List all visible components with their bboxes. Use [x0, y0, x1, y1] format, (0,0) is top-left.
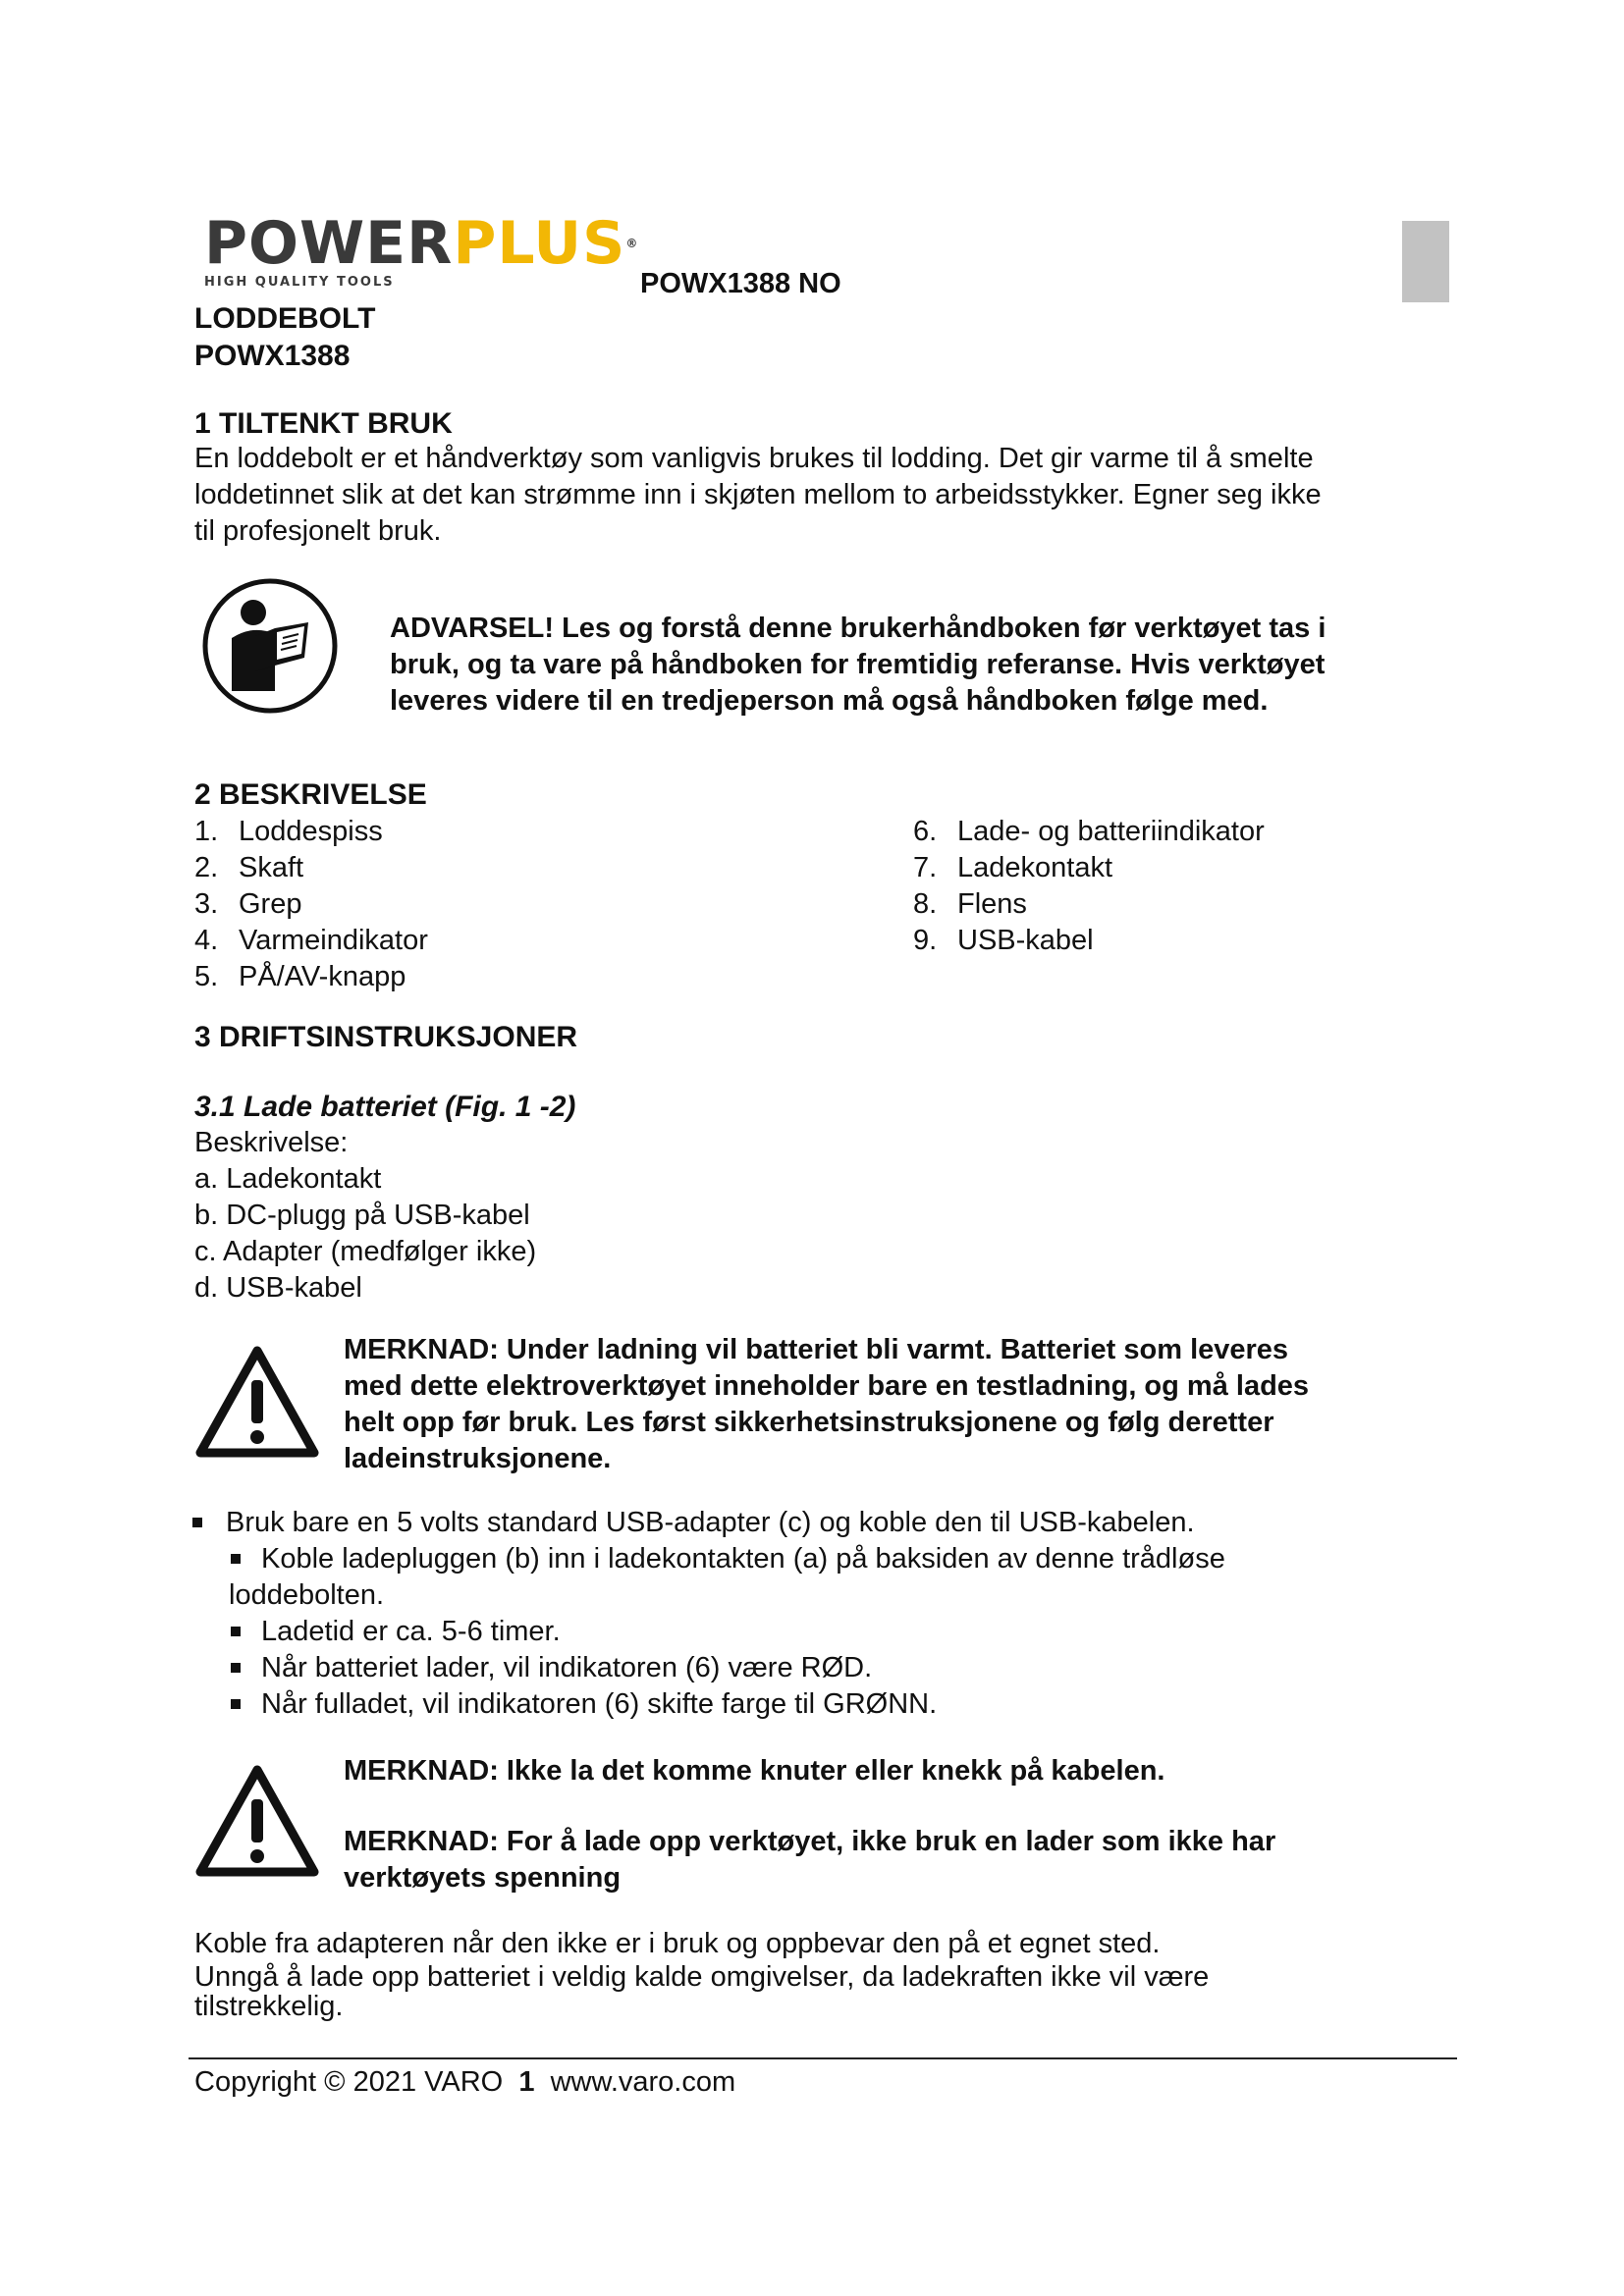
list-item: 7. Ladekontakt: [913, 850, 1265, 886]
part-label: Lade- og batteriindikator: [957, 816, 1265, 847]
section1-body-line: En loddebolt er et håndverktøy som vanligvis brukes til lodding. Det gir varme til å smelte: [194, 443, 1314, 474]
part-label: Skaft: [239, 852, 304, 883]
bullet-main: Bruk bare en 5 volts standard USB-adapter (c) og koble den til USB-kabelen.: [175, 1505, 1451, 1541]
list-item: 5. PÅ/AV-knapp: [194, 959, 428, 995]
section1-body-line: til profesjonelt bruk.: [194, 515, 442, 547]
note-line: ladeinstruksjonene.: [344, 1443, 612, 1474]
part-label: Ladekontakt: [957, 852, 1113, 883]
note-cable: MERKNAD: Ikke la det komme knuter eller knekk på kabelen.: [344, 1755, 1165, 1787]
description-item: d. USB-kabel: [194, 1272, 362, 1304]
manual-warning: [390, 611, 1445, 720]
footer-divider: [189, 2057, 1457, 2059]
bullet-sub: Når fulladet, vil indikatoren (6) skifte farge til GRØNN.: [175, 1686, 1451, 1723]
note-line: verktøyets spenning: [344, 1862, 622, 1894]
footer-copyright: Copyright © 2021 VARO: [194, 2066, 504, 2098]
list-item: 3. Grep: [194, 886, 428, 923]
language-tab-marker: [1402, 221, 1449, 302]
read-manual-icon: [194, 577, 346, 715]
bullet-sub: Ladetid er ca. 5-6 timer.: [175, 1614, 1451, 1650]
note-line: helt opp før bruk. Les først sikkerhetsinstruksjonene og følg deretter: [344, 1407, 1274, 1438]
brand-power: POWER: [204, 209, 454, 278]
closing-line: tilstrekkelig.: [194, 1991, 344, 2022]
parts-list-left: [194, 814, 428, 995]
part-label: Flens: [957, 888, 1027, 920]
description-item: b. DC-plugg på USB-kabel: [194, 1200, 530, 1231]
part-label: USB-kabel: [957, 925, 1094, 956]
manual-warning-line: ADVARSEL! Les og forstå denne brukerhåndboken før verktøyet tas i: [390, 613, 1326, 644]
closing-text: [194, 1926, 1441, 2021]
section1-heading: 1 TILTENKT BRUK: [194, 407, 453, 440]
note-line: med dette elektroverktøyet inneholder bare en testladning, og må lades: [344, 1370, 1310, 1402]
list-item: 8. Flens: [913, 886, 1265, 923]
parts-list-right: [913, 814, 1265, 959]
brand-tagline: HIGH QUALITY TOOLS: [204, 275, 395, 290]
manual-warning-line: bruk, og ta vare på håndboken for fremtidig referanse. Hvis verktøyet: [390, 649, 1326, 680]
note-charging-warning: [344, 1332, 1443, 1477]
description-label: Beskrivelse:: [194, 1127, 349, 1158]
section1-body: [194, 441, 1441, 550]
section1-body-line: loddetinnet slik at det kan strømme inn i skjøten mellom to arbeidsstykker. Egner seg ikke: [194, 479, 1322, 510]
description-item: a. Ladekontakt: [194, 1163, 382, 1195]
warning-triangle-icon: [194, 1345, 320, 1459]
note-line: MERKNAD: For å lade opp verktøyet, ikke bruk en lader som ikke har: [344, 1826, 1276, 1857]
subsection-heading: 3.1 Lade batteriet (Fig. 1 -2): [194, 1091, 576, 1123]
section3-heading: 3 DRIFTSINSTRUKSJONER: [194, 1021, 578, 1053]
description-item: c. Adapter (medfølger ikke): [194, 1236, 537, 1267]
bullet-sub: Når batteriet lader, vil indikatoren (6) være RØD.: [175, 1650, 1451, 1686]
footer-url: www.varo.com: [550, 2066, 736, 2098]
part-label: PÅ/AV-knapp: [239, 961, 406, 992]
charging-bullets: [175, 1505, 1451, 1723]
document-model: POWX1388: [194, 340, 351, 372]
model-language: POWX1388 NO: [640, 268, 841, 299]
part-label: Loddespiss: [239, 816, 383, 847]
part-label: Grep: [239, 888, 302, 920]
brand-plus: PLUS: [453, 209, 626, 278]
list-item: 1. Loddespiss: [194, 814, 428, 850]
warning-triangle-icon: [194, 1764, 320, 1878]
brand-logo: POWERPLUS® HIGH QUALITY TOOLS: [204, 209, 639, 290]
page-number: 1: [518, 2066, 535, 2098]
part-label: Varmeindikator: [239, 925, 428, 956]
manual-warning-line: leveres videre til en tredjeperson må også håndboken følge med.: [390, 685, 1269, 717]
description-block: [194, 1125, 536, 1307]
list-item: 6. Lade- og batteriindikator: [913, 814, 1265, 850]
section2-heading: 2 BESKRIVELSE: [194, 778, 427, 811]
bullet-sub: Koble ladepluggen (b) inn i ladekontakten (a) på baksiden av denne trådløse: [175, 1541, 1451, 1577]
note-line: MERKNAD: Under ladning vil batteriet bli varmt. Batteriet som leveres: [344, 1334, 1289, 1365]
list-item: 9. USB-kabel: [913, 923, 1265, 959]
closing-line: Unngå å lade opp batteriet i veldig kalde omgivelser, da ladekraften ikke vil være: [194, 1961, 1210, 1993]
bullet-sub-continuation: loddebolten.: [229, 1579, 385, 1611]
note-voltage: [344, 1824, 1443, 1896]
list-item: 4. Varmeindikator: [194, 923, 428, 959]
closing-line: Koble fra adapteren når den ikke er i bruk og oppbevar den på et egnet sted.: [194, 1928, 1161, 1959]
footer: [194, 2064, 735, 2101]
document-title: LODDEBOLT: [194, 302, 376, 335]
list-item: 2. Skaft: [194, 850, 428, 886]
